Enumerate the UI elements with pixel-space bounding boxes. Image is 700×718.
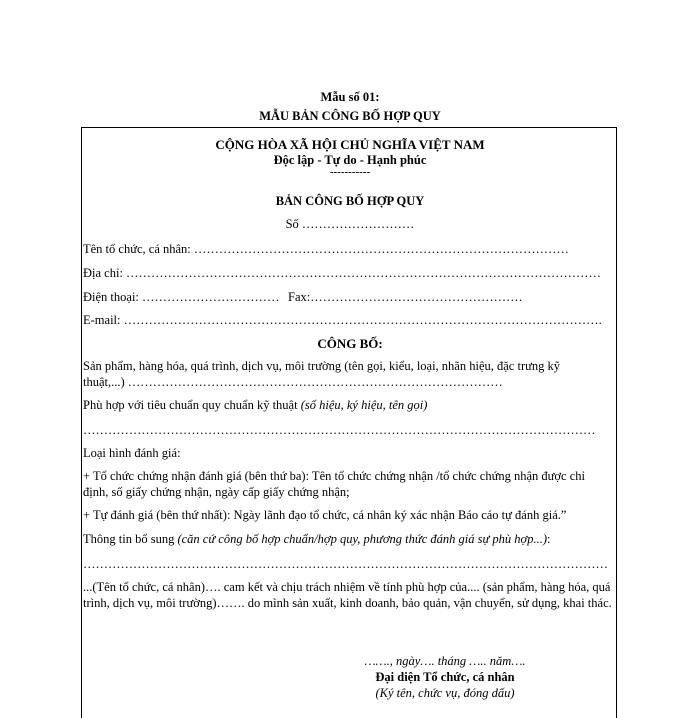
- commitment-line1: ...(Tên tổ chức, cá nhân)…. cam kết và chịu trách nhiệm về tính phù hợp của.... (sản phẩm, hàng hóa, quá: [83, 580, 611, 594]
- conformity-dots: ……………………………………………………………………………………………………………: [83, 423, 596, 437]
- signature-instruction: (Ký tên, chức vụ, đóng dấu): [375, 686, 515, 700]
- document-title: BẢN CÔNG BỐ HỢP QUY: [275, 194, 425, 208]
- phone-field: Điện thoại: ……………………………: [83, 290, 280, 304]
- address-field: Địa chỉ: ……………………………………………………………………………………………………: [83, 266, 602, 280]
- additional-info: [83, 532, 550, 547]
- conformity-hint: (số hiệu, ký hiệu, tên gọi): [300, 398, 428, 412]
- assessment-type-label: Loại hình đánh giá:: [83, 446, 181, 460]
- product-description-line1: Sản phẩm, hàng hóa, quá trình, dịch vụ, môi trường (tên gọi, kiểu, loại, nhãn hiệu, đặc trưng kỹ: [83, 359, 561, 373]
- signature-date-line: ……., ngày…. tháng ….. năm….: [364, 654, 526, 668]
- declaration-heading: CÔNG BỐ:: [317, 336, 383, 351]
- third-party-line1: + Tổ chức chứng nhận đánh giá (bên thứ ba): Tên tổ chức chứng nhận /tổ chức chứng nhận được chỉ: [83, 469, 585, 483]
- additional-dots: ………………………………………………………………………………………………………………: [83, 557, 608, 571]
- email-field: E-mail: …………………………………………………………………………………………………….: [83, 313, 602, 327]
- additional-colon: :: [547, 532, 551, 546]
- motto-separator: -----------: [329, 166, 371, 178]
- conformity-label: Phù hợp với tiêu chuẩn quy chuẩn kỹ thuật: [83, 398, 301, 412]
- signature-representative: Đại diện Tổ chức, cá nhân: [375, 670, 515, 684]
- product-description-line2: thuật,...) ………………………………………………………………………………: [83, 375, 503, 389]
- template-number: Mẫu số 01:: [320, 90, 380, 104]
- third-party-line2: định, số giấy chứng nhận, ngày cấp giấy chứng nhận;: [83, 485, 350, 499]
- fax-field: Fax:……………………………………………: [288, 290, 523, 304]
- organization-field: Tên tổ chức, cá nhân: ………………………………………………………………………………: [83, 242, 569, 256]
- country-name: CỘNG HÒA XÃ HỘI CHỦ NGHĨA VIỆT NAM: [215, 137, 485, 152]
- document-number: Số ………………………: [285, 217, 415, 231]
- conformity-standard: [83, 398, 427, 413]
- additional-hint: (căn cứ công bố hợp chuẩn/hợp quy, phương thức đánh giá sự phù hợp...): [177, 532, 547, 546]
- template-title: MẪU BẢN CÔNG BỐ HỢP QUY: [259, 109, 441, 123]
- additional-label: Thông tin bổ sung: [83, 532, 178, 546]
- self-assessment-line: + Tự đánh giá (bên thứ nhất): Ngày lãnh đạo tổ chức, cá nhân ký xác nhận Báo cáo tự đánh giá.”: [83, 508, 567, 522]
- commitment-line2: trình, dịch vụ, môi trường)……. do mình sản xuất, kinh doanh, bảo quản, vận chuyển, sử dụng, khai thác.: [83, 596, 612, 610]
- national-motto: Độc lập - Tự do - Hạnh phúc: [273, 153, 427, 167]
